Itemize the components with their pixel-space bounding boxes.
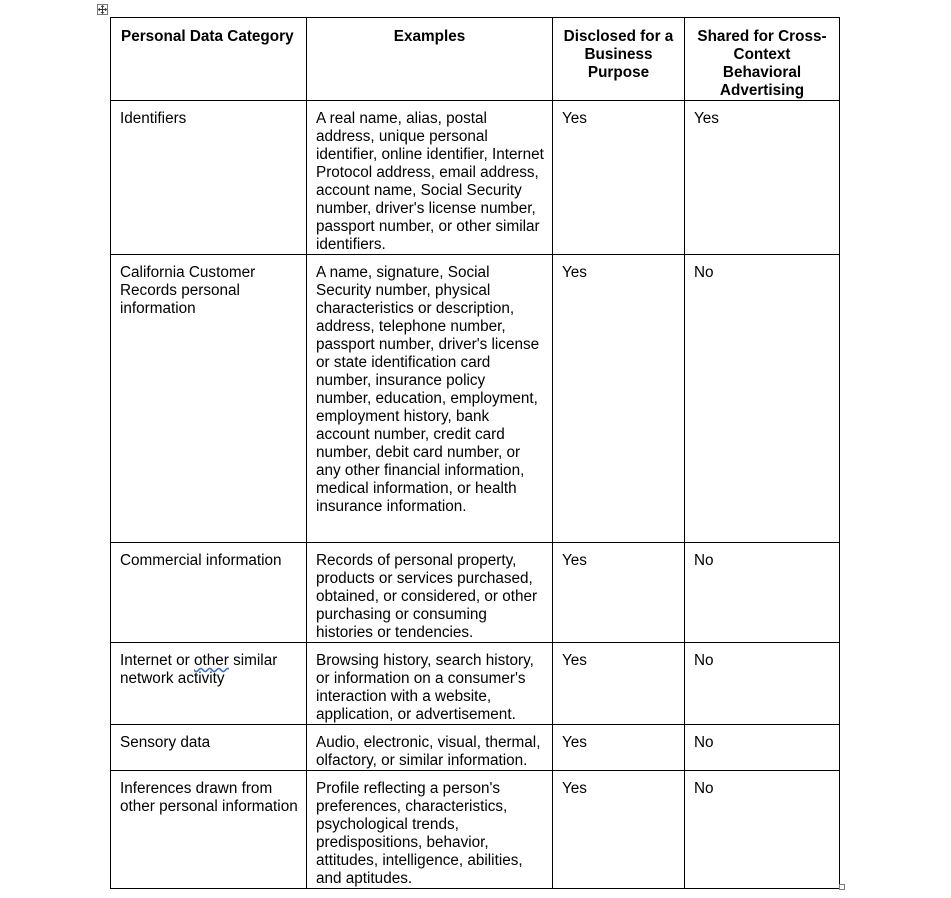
- header-category: Personal Data Category: [111, 18, 307, 101]
- spellcheck-underlined-word: other: [193, 652, 229, 669]
- cell-shared: No: [685, 771, 840, 889]
- cell-category: [111, 643, 307, 725]
- header-examples: Examples: [307, 18, 553, 101]
- table-row: [111, 543, 840, 643]
- cell-examples: Audio, electronic, visual, thermal, olfactory, or similar information.: [307, 725, 553, 771]
- cell-shared: No: [685, 543, 840, 643]
- cell-examples: Browsing history, search history, or information on a consumer's interaction with a website, application, or advertisement.: [307, 643, 553, 725]
- table-row: [111, 643, 840, 725]
- cell-examples: A real name, alias, postal address, unique personal identifier, online identifier, Internet Protocol address, email address, account name, Social Security number, driver's license number, passport number, or other similar identifiers.: [307, 101, 553, 255]
- table-row: [111, 725, 840, 771]
- cell-disclosed: Yes: [553, 725, 685, 771]
- cell-disclosed: Yes: [553, 771, 685, 889]
- cell-shared: Yes: [685, 101, 840, 255]
- cell-category: Sensory data: [111, 725, 307, 771]
- cell-disclosed: Yes: [553, 643, 685, 725]
- cell-category: Identifiers: [111, 101, 307, 255]
- cell-disclosed: Yes: [553, 101, 685, 255]
- cell-category: Inferences drawn from other personal information: [111, 771, 307, 889]
- table-row: [111, 101, 840, 255]
- category-text-part: similar network activity: [120, 652, 278, 687]
- header-disclosed: Disclosed for a Business Purpose: [553, 18, 685, 101]
- cell-shared: No: [685, 725, 840, 771]
- table-row: [111, 771, 840, 889]
- cell-disclosed: Yes: [553, 255, 685, 543]
- cell-shared: No: [685, 255, 840, 543]
- table-resize-handle[interactable]: [839, 884, 845, 890]
- cell-examples: Profile reflecting a person's preferences, characteristics, psychological trends, predispositions, behavior, attitudes, intelligence, abilities, and aptitudes.: [307, 771, 553, 889]
- header-shared: Shared for Cross-Context Behavioral Advertising: [685, 18, 840, 101]
- cell-shared: No: [685, 643, 840, 725]
- table-move-handle-icon[interactable]: [97, 4, 108, 15]
- cell-category: Commercial information: [111, 543, 307, 643]
- category-text-part: Internet or: [120, 652, 194, 669]
- cell-examples: A name, signature, Social Security number, physical characteristics or description, address, telephone number, passport number, driver's license or state identification card number, insurance policy number, education, employment, employment history, bank account number, credit card number, debit card number, or any other financial information, medical information, or health insurance information.: [307, 255, 553, 543]
- cell-examples: Records of personal property, products or services purchased, obtained, or considered, or other purchasing or consuming histories or tendencies.: [307, 543, 553, 643]
- table-row: [111, 255, 840, 543]
- table-header-row: [111, 18, 840, 101]
- personal-data-table: [110, 17, 840, 889]
- cell-category: California Customer Records personal information: [111, 255, 307, 543]
- cell-disclosed: Yes: [553, 543, 685, 643]
